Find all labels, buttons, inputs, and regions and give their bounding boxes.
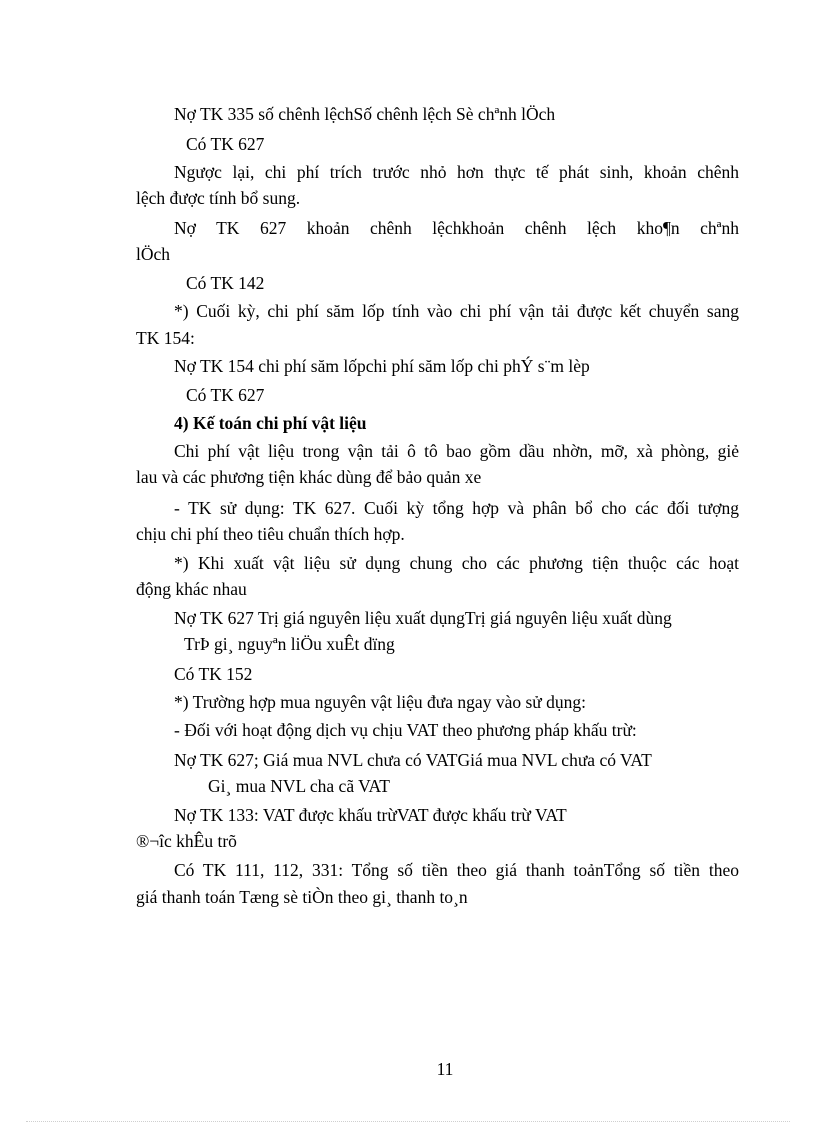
text-line-4: lệch được tính bổ sung. [136, 188, 301, 208]
text-line-21: Có TK 152 [174, 664, 253, 684]
page-bottom-border [26, 1121, 790, 1122]
text-line-10: Nợ TK 154 chi phí săm lốpchi phí săm lốp chi phÝ s¨m lèp [174, 356, 590, 376]
text-line-20: TrÞ gi¸ nguyªn liÖu xuÊt dïng [184, 634, 395, 654]
text-line-25: Gi¸ mua NVL cha cã VAT [208, 776, 390, 796]
text-line-3: Ngược lại, chi phí trích trước nhỏ hơn thực tế phát sinh, khoản chênh [174, 162, 739, 182]
text-line-9: TK 154: [136, 328, 195, 348]
text-line-13: Chi phí vật liệu trong vận tải ô tô bao gồm dầu nhờn, mỡ, xà phòng, giẻ [174, 441, 739, 461]
section-heading: 4) Kế toán chi phí vật liệu [174, 413, 367, 433]
text-line-8: *) Cuối kỳ, chi phí săm lốp tính vào chi phí vận tải được kết chuyển sang [174, 301, 739, 321]
text-line-27: ®¬îc khÊu trõ [136, 831, 237, 851]
text-line-19: Nợ TK 627 Trị giá nguyên liệu xuất dụngTrị giá nguyên liệu xuất dùng [174, 608, 672, 628]
text-line-11: Có TK 627 [186, 385, 265, 405]
text-line-17: *) Khi xuất vật liệu sử dụng chung cho các phương tiện thuộc các hoạt [174, 553, 739, 573]
text-line-29: giá thanh toán Tæng sè tiÒn theo gi¸ thanh to¸n [136, 887, 468, 907]
text-line-6: lÖch [136, 244, 171, 264]
text-line-15: - TK sử dụng: TK 627. Cuối kỳ tổng hợp và phân bổ cho các đối tượng [174, 498, 739, 518]
text-line-5: Nợ TK 627 khoản chênh lệchkhoản chênh lệch kho¶n chªnh [174, 218, 739, 238]
text-line-28: Có TK 111, 112, 331: Tổng số tiền theo giá thanh toảnTổng số tiền theo [174, 860, 739, 880]
page-number: 11 [436, 1059, 454, 1079]
text-line-18: động khác nhau [136, 579, 247, 599]
text-line-23: - Đối với hoạt động dịch vụ chịu VAT theo phương pháp khấu trừ: [174, 720, 637, 740]
text-line-22: *) Trường hợp mua nguyên vật liệu đưa ngay vào sử dụng: [174, 692, 586, 712]
text-line-24: Nợ TK 627; Giá mua NVL chưa có VATGiá mua NVL chưa có VAT [174, 750, 652, 770]
text-line-14: lau và các phương tiện khác dùng để bảo quản xe [136, 467, 482, 487]
text-line-16: chịu chi phí theo tiêu chuẩn thích hợp. [136, 524, 405, 544]
text-line-2: Có TK 627 [186, 134, 265, 154]
text-line-7: Có TK 142 [186, 273, 265, 293]
text-line-1: Nợ TK 335 số chênh lệchSố chênh lệch Sè chªnh lÖch [174, 104, 556, 124]
text-line-26: Nợ TK 133: VAT được khấu trừVAT được khấu trừ VAT [174, 805, 567, 825]
